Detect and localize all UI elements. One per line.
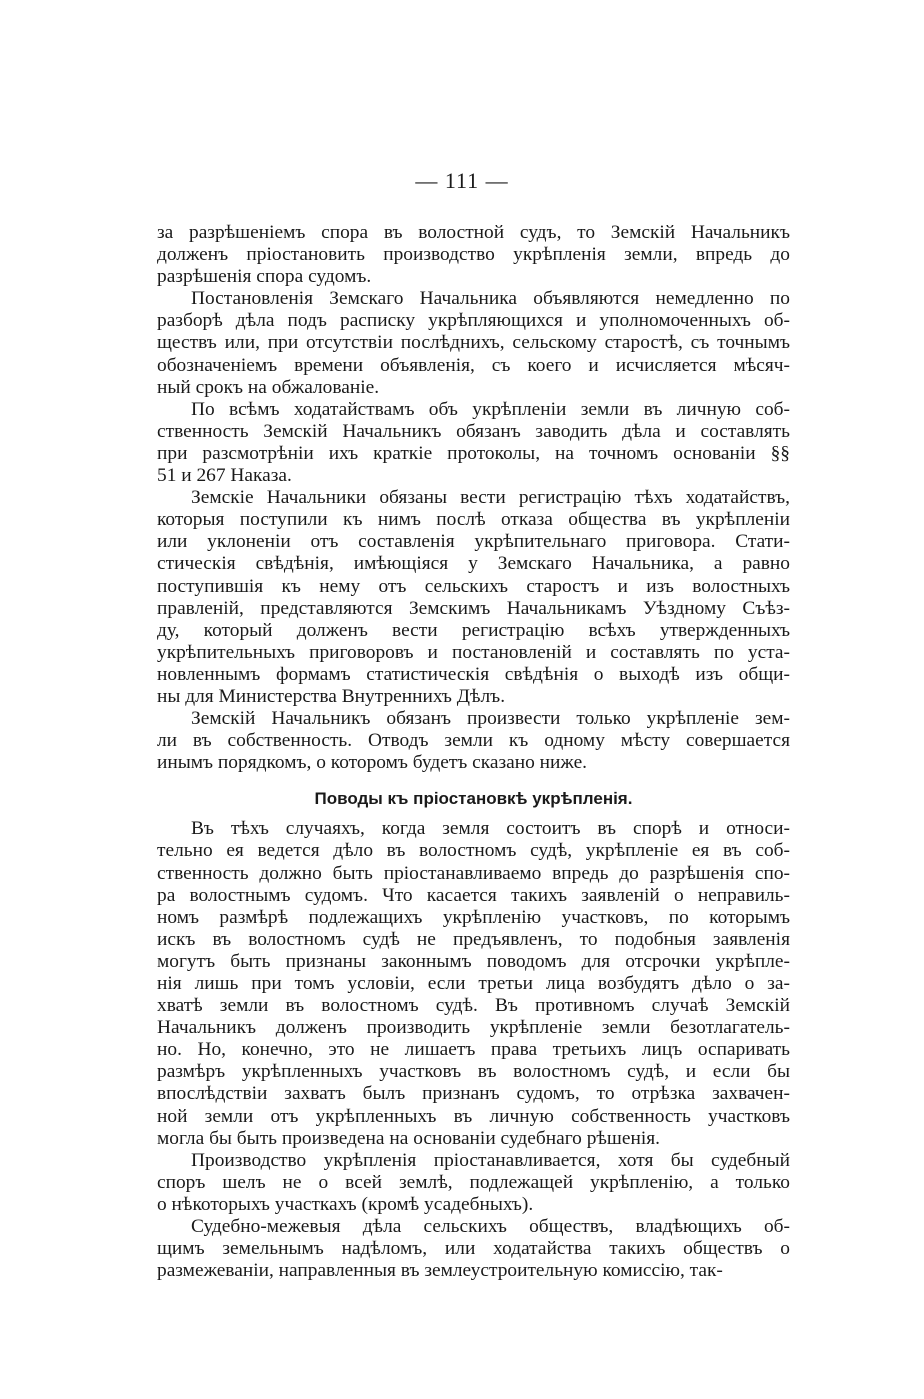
paragraph xyxy=(157,399,790,487)
text-line: долженъ пріостановить производство укрѣпленія земли, впредь до xyxy=(157,244,790,266)
text-line: могутъ быть признаны законнымъ поводомъ для отсрочки укрѣпле- xyxy=(157,950,790,972)
text-line: По всѣмъ ходатайствамъ объ укрѣпленіи земли въ личную соб- xyxy=(191,398,790,420)
text-line: размѣръ укрѣпленныхъ участковъ въ волостномъ судѣ, и если бы xyxy=(157,1061,790,1083)
text-line: впослѣдствіи захватъ былъ признанъ судомъ, то отрѣзка захвачен- xyxy=(157,1083,790,1105)
text-line: искъ въ волостномъ судѣ не предъявленъ, то подобныя заявленія xyxy=(157,928,790,950)
text-line: укрѣпительныхъ приговоровъ и постановленій и составлять по уста- xyxy=(157,641,790,663)
text-line: ли въ собственность. Отводъ земли къ одному мѣсту совершается xyxy=(157,730,790,752)
text-line: ный срокъ на обжалованіе. xyxy=(157,376,380,398)
text-line: правленій, представляются Земскимъ Начальникамъ Уѣздному Съѣз- xyxy=(157,597,790,619)
text-line: стическія свѣдѣнія, имѣющіяся у Земскаго Начальника, а равно xyxy=(157,553,790,575)
text-line: щимъ земельнымъ надѣломъ, или ходатайства такихъ обществъ о xyxy=(157,1238,790,1260)
text-line: Производство укрѣпленія пріостанавливается, хотя бы судебный xyxy=(191,1149,790,1171)
paragraph xyxy=(157,818,790,1149)
text-line: о нѣкоторыхъ участкахъ (кромѣ усадебныхъ). xyxy=(157,1193,534,1215)
text-line: за разрѣшеніемъ спора въ волостной судъ, то Земскій Начальникъ xyxy=(157,222,790,243)
text-line: обозначеніемъ времени объявленія, съ коего и исчисляется мѣсяч- xyxy=(157,354,790,376)
text-line: или уклоненіи отъ составленія укрѣпительнаго приговора. Стати- xyxy=(157,531,790,553)
text-line: споръ шелъ не о всей землѣ, подлежащей укрѣпленію, а только xyxy=(157,1171,790,1193)
text-line: размежеваніи, направленныя въ землеустроительную комиссію, так- xyxy=(157,1260,723,1282)
paragraph xyxy=(157,487,790,708)
text-line: ра волостнымъ судомъ. Что касается такихъ заявленій о неправиль- xyxy=(157,884,790,906)
paragraph xyxy=(157,288,790,398)
text-line: но. Но, конечно, это не лишаетъ права третьихъ лицъ оспаривать xyxy=(157,1039,790,1061)
text-line: Земскій Начальникъ обязанъ произвести только укрѣпленіе зем- xyxy=(191,708,790,730)
paragraph xyxy=(157,708,790,774)
text-line: ществъ или, при отсутствіи послѣднихъ, сельскому старостѣ, съ точнымъ xyxy=(157,332,790,354)
text-line: ны для Министерства Внутреннихъ Дѣлъ. xyxy=(157,685,506,707)
text-line: 51 и 267 Наказа. xyxy=(157,465,292,487)
paragraph xyxy=(157,222,790,288)
page-number: — 111 — xyxy=(415,168,509,193)
section-heading: Поводы къ пріостановкѣ укрѣпленія. xyxy=(314,789,633,809)
text-line: разборѣ дѣла подъ расписку укрѣпляющихся и уполномоченныхъ об- xyxy=(157,310,790,332)
text-line: инымъ порядкомъ, о которомъ будетъ сказано ниже. xyxy=(157,752,588,774)
text-line: ной земли отъ укрѣпленныхъ въ личную собственность участковъ xyxy=(157,1105,790,1127)
text-line: которыя поступили къ нимъ послѣ отказа общества въ укрѣпленіи xyxy=(157,509,790,531)
text-line: новленнымъ формамъ статистическія свѣдѣнія о выходѣ изъ общи- xyxy=(157,663,790,685)
paragraph xyxy=(157,1150,790,1216)
text-line: тельно ея ведется дѣло въ волостномъ судѣ, укрѣпленіе ея въ соб- xyxy=(157,840,790,862)
text-line: Въ тѣхъ случаяхъ, когда земля состоитъ въ спорѣ и относи- xyxy=(191,818,790,840)
text-line: ственность должно быть пріостанавливаемо впредь до разрѣшенія спо- xyxy=(157,862,790,884)
text-line: могла бы быть произведена на основаніи судебнаго рѣшенія. xyxy=(157,1127,660,1149)
text-line: ду, который долженъ вести регистрацію всѣхъ утвержденныхъ xyxy=(157,619,790,641)
text-line: разрѣшенія спора судомъ. xyxy=(157,266,372,288)
paragraph xyxy=(157,1216,790,1282)
text-line: при разсмотрѣніи ихъ краткіе протоколы, на точномъ основаніи §§ xyxy=(157,442,790,464)
text-line: ственность Земскій Начальникъ обязанъ заводить дѣла и составлять xyxy=(157,420,790,442)
text-line: номъ размѣрѣ подлежащихъ укрѣпленію участковъ, по которымъ xyxy=(157,906,790,928)
body-text xyxy=(157,222,790,1282)
text-line: поступившія къ нему отъ сельскихъ старостъ и изъ волостныхъ xyxy=(157,575,790,597)
text-line: Постановленія Земскаго Начальника объявляются немедленно по xyxy=(191,288,790,310)
text-line: Судебно-межевыя дѣла сельскихъ обществъ, владѣющихъ об- xyxy=(191,1216,790,1238)
text-line: Земскіе Начальники обязаны вести регистрацію тѣхъ ходатайствъ, xyxy=(191,487,790,509)
text-line: Начальникъ долженъ производить укрѣпленіе земли безотлагатель- xyxy=(157,1017,790,1039)
text-line: нія лишь при томъ условіи, если третьи лица возбудятъ дѣло о за- xyxy=(157,973,790,994)
text-line: хватѣ земли въ волостномъ судѣ. Въ противномъ случаѣ Земскій xyxy=(157,995,790,1017)
